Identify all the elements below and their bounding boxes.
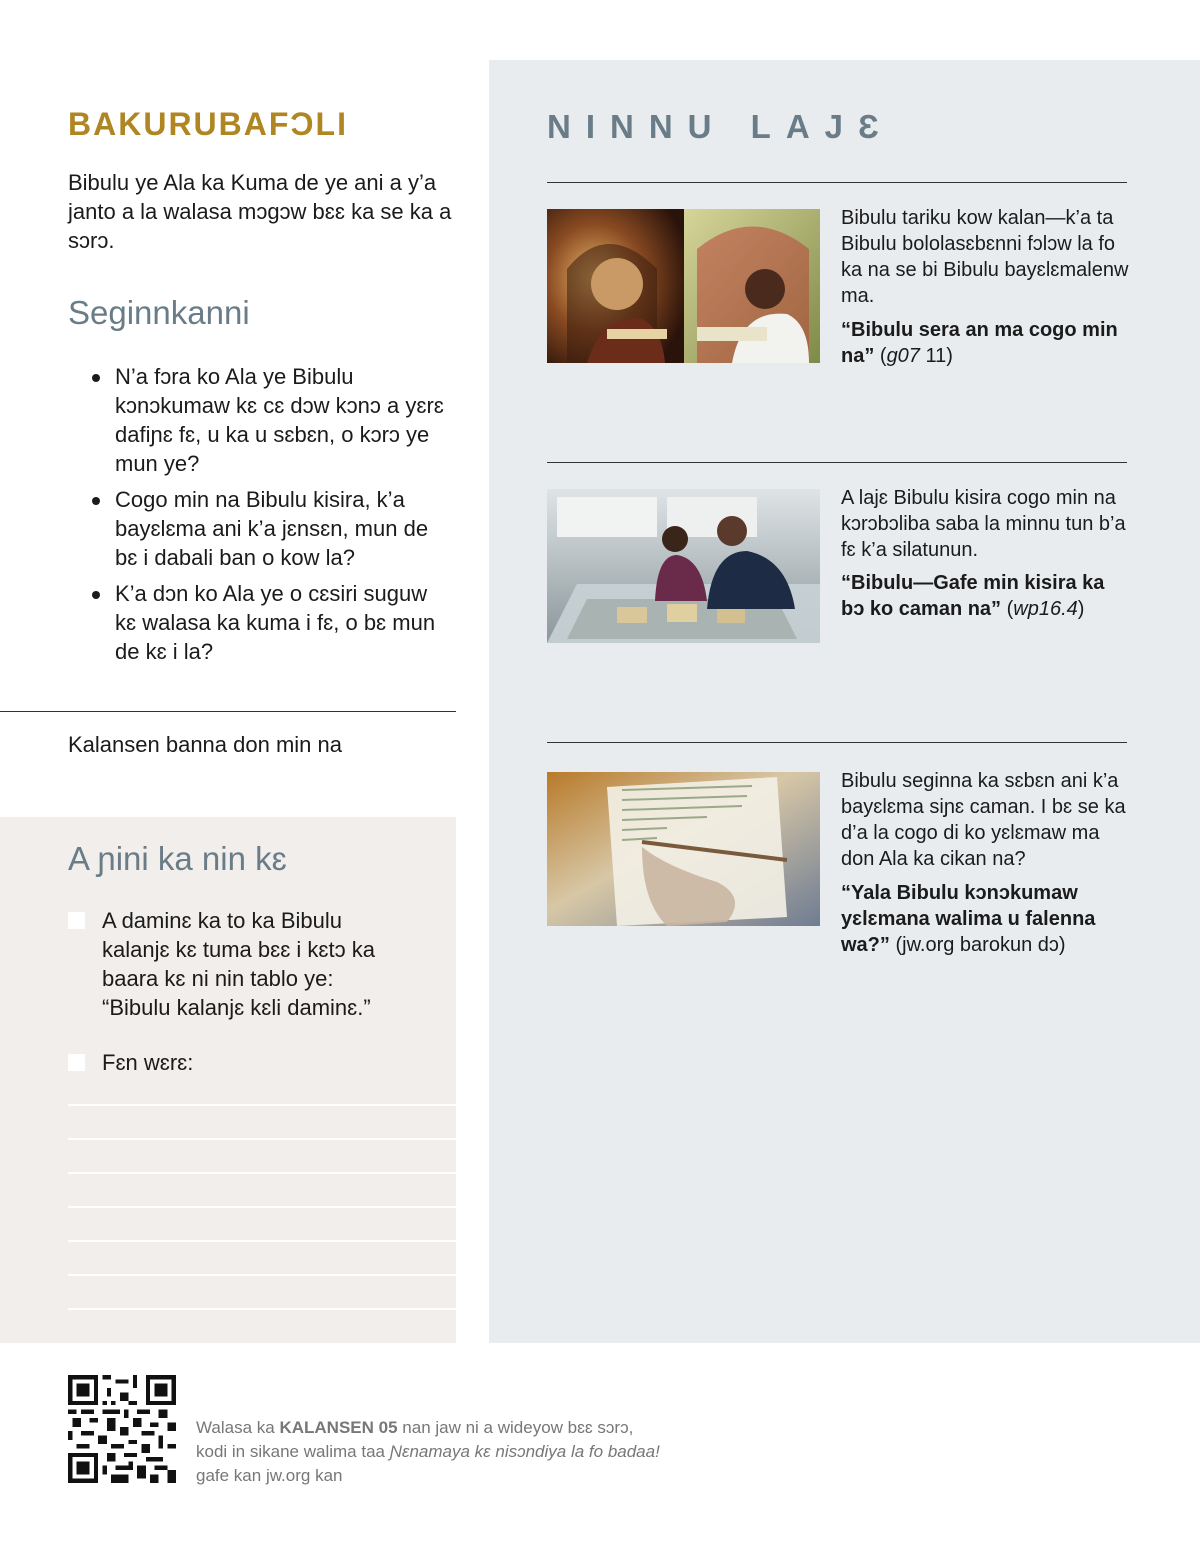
- bullet-icon: [92, 497, 100, 505]
- writing-line[interactable]: [68, 1104, 456, 1106]
- writing-line[interactable]: [68, 1274, 456, 1276]
- writing-line[interactable]: [68, 1206, 456, 1208]
- qr-code-graphic: [68, 1375, 176, 1483]
- review-question: K’a dɔn ko Ala ye o cɛsiri suguw kɛ walasa ka kuma i fɛ, o bɛ mun de kɛ i la?: [92, 579, 454, 666]
- writing-line[interactable]: [68, 1138, 456, 1140]
- illustration-graphic: [547, 209, 820, 363]
- explore-divider: [547, 182, 1127, 183]
- photo-graphic: [547, 772, 820, 926]
- review-questions: [92, 362, 454, 673]
- goal-item[interactable]: A daminɛ ka to ka Bibulu kalanjɛ kɛ tuma bɛɛ i kɛtɔ ka baara kɛ ni nin tablo ye: “Bibulu kalanjɛ kɛli daminɛ.”: [68, 906, 408, 1022]
- qr-code-icon[interactable]: [68, 1375, 176, 1483]
- item-reference[interactable]: “Bibulu—Gafe min kisira ka bɔ ko caman na” (wp16.4): [841, 572, 1105, 620]
- item-description: A lajɛ Bibulu kisira cogo min na kɔrɔbɔliba saba la minnu tun b’a fɛ k’a silatunun.: [841, 487, 1126, 561]
- explore-title: NINNU LAJƐ: [547, 108, 894, 145]
- left-divider: [0, 711, 456, 712]
- item-description: Bibulu tariku kow kalan—k’a ta Bibulu bololasɛbɛnni fɔlɔw la fo ka na se bi Bibulu bayɛlɛmalenw ma.: [841, 207, 1129, 307]
- footer-line: Walasa ka KALANSEN 05 nan jaw ni a wideyow bɛɛ sɔrɔ,: [196, 1418, 634, 1437]
- explore-divider: [547, 462, 1127, 463]
- writing-line[interactable]: [68, 1240, 456, 1242]
- bible-translators-illustration[interactable]: [547, 209, 820, 363]
- footer-text: [196, 1416, 660, 1488]
- bullet-icon: [92, 374, 100, 382]
- checkbox-icon[interactable]: [68, 912, 85, 929]
- photo-graphic: [547, 489, 820, 643]
- review-question: N’a fɔra ko Ala ye Bibulu kɔnɔkumaw kɛ cɛ dɔw kɔnɔ a yɛrɛ dafiɲɛ fɛ, u ka u sɛbɛn, o kɔrɔ ye mun ye?: [92, 362, 454, 478]
- lesson-completed-label: Kalansen banna don min na: [68, 732, 342, 757]
- goal-item-other[interactable]: Fɛn wɛrɛ:: [68, 1048, 408, 1077]
- goals-title: A ɲini ka nin kɛ: [68, 840, 287, 877]
- item-reference[interactable]: “Bibulu sera an ma cogo min na” (g07 11): [841, 319, 1118, 367]
- museum-manuscripts-photo[interactable]: [547, 489, 820, 643]
- bullet-icon: [92, 591, 100, 599]
- writing-line[interactable]: [68, 1308, 456, 1310]
- summary-title: BAKURUBAFƆLI: [68, 106, 348, 142]
- footer-line: gafe kan jw.org kan: [196, 1466, 343, 1485]
- footer-line: kodi in sikane walima taa Ɲɛnamaya kɛ nisɔndiya la fo badaa!: [196, 1442, 660, 1461]
- goals-box: [0, 817, 456, 1343]
- review-title: Seginnkanni: [68, 294, 250, 331]
- item-reference[interactable]: “Yala Bibulu kɔnɔkumaw yɛlɛmana walima u falenna wa?” (jw.org barokun dɔ): [841, 882, 1096, 956]
- checkbox-icon[interactable]: [68, 1054, 85, 1071]
- review-question: Cogo min na Bibulu kisira, k’a bayɛlɛma ani k’a jɛnsɛn, mun de bɛ i dabali ban o kow la?: [92, 485, 454, 572]
- hand-writing-scroll-photo[interactable]: [547, 772, 820, 926]
- item-description: Bibulu seginna ka sɛbɛn ani k’a bayɛlɛma siɲɛ caman. I bɛ se ka d’a la cogo di ko yɛlɛmaw ma don Ala ka cikan na?: [841, 770, 1126, 870]
- explore-divider: [547, 742, 1127, 743]
- writing-line[interactable]: [68, 1172, 456, 1174]
- summary-text: Bibulu ye Ala ka Kuma de ye ani a y’a janto a la walasa mɔgɔw bɛɛ ka se ka a sɔrɔ.: [68, 170, 452, 253]
